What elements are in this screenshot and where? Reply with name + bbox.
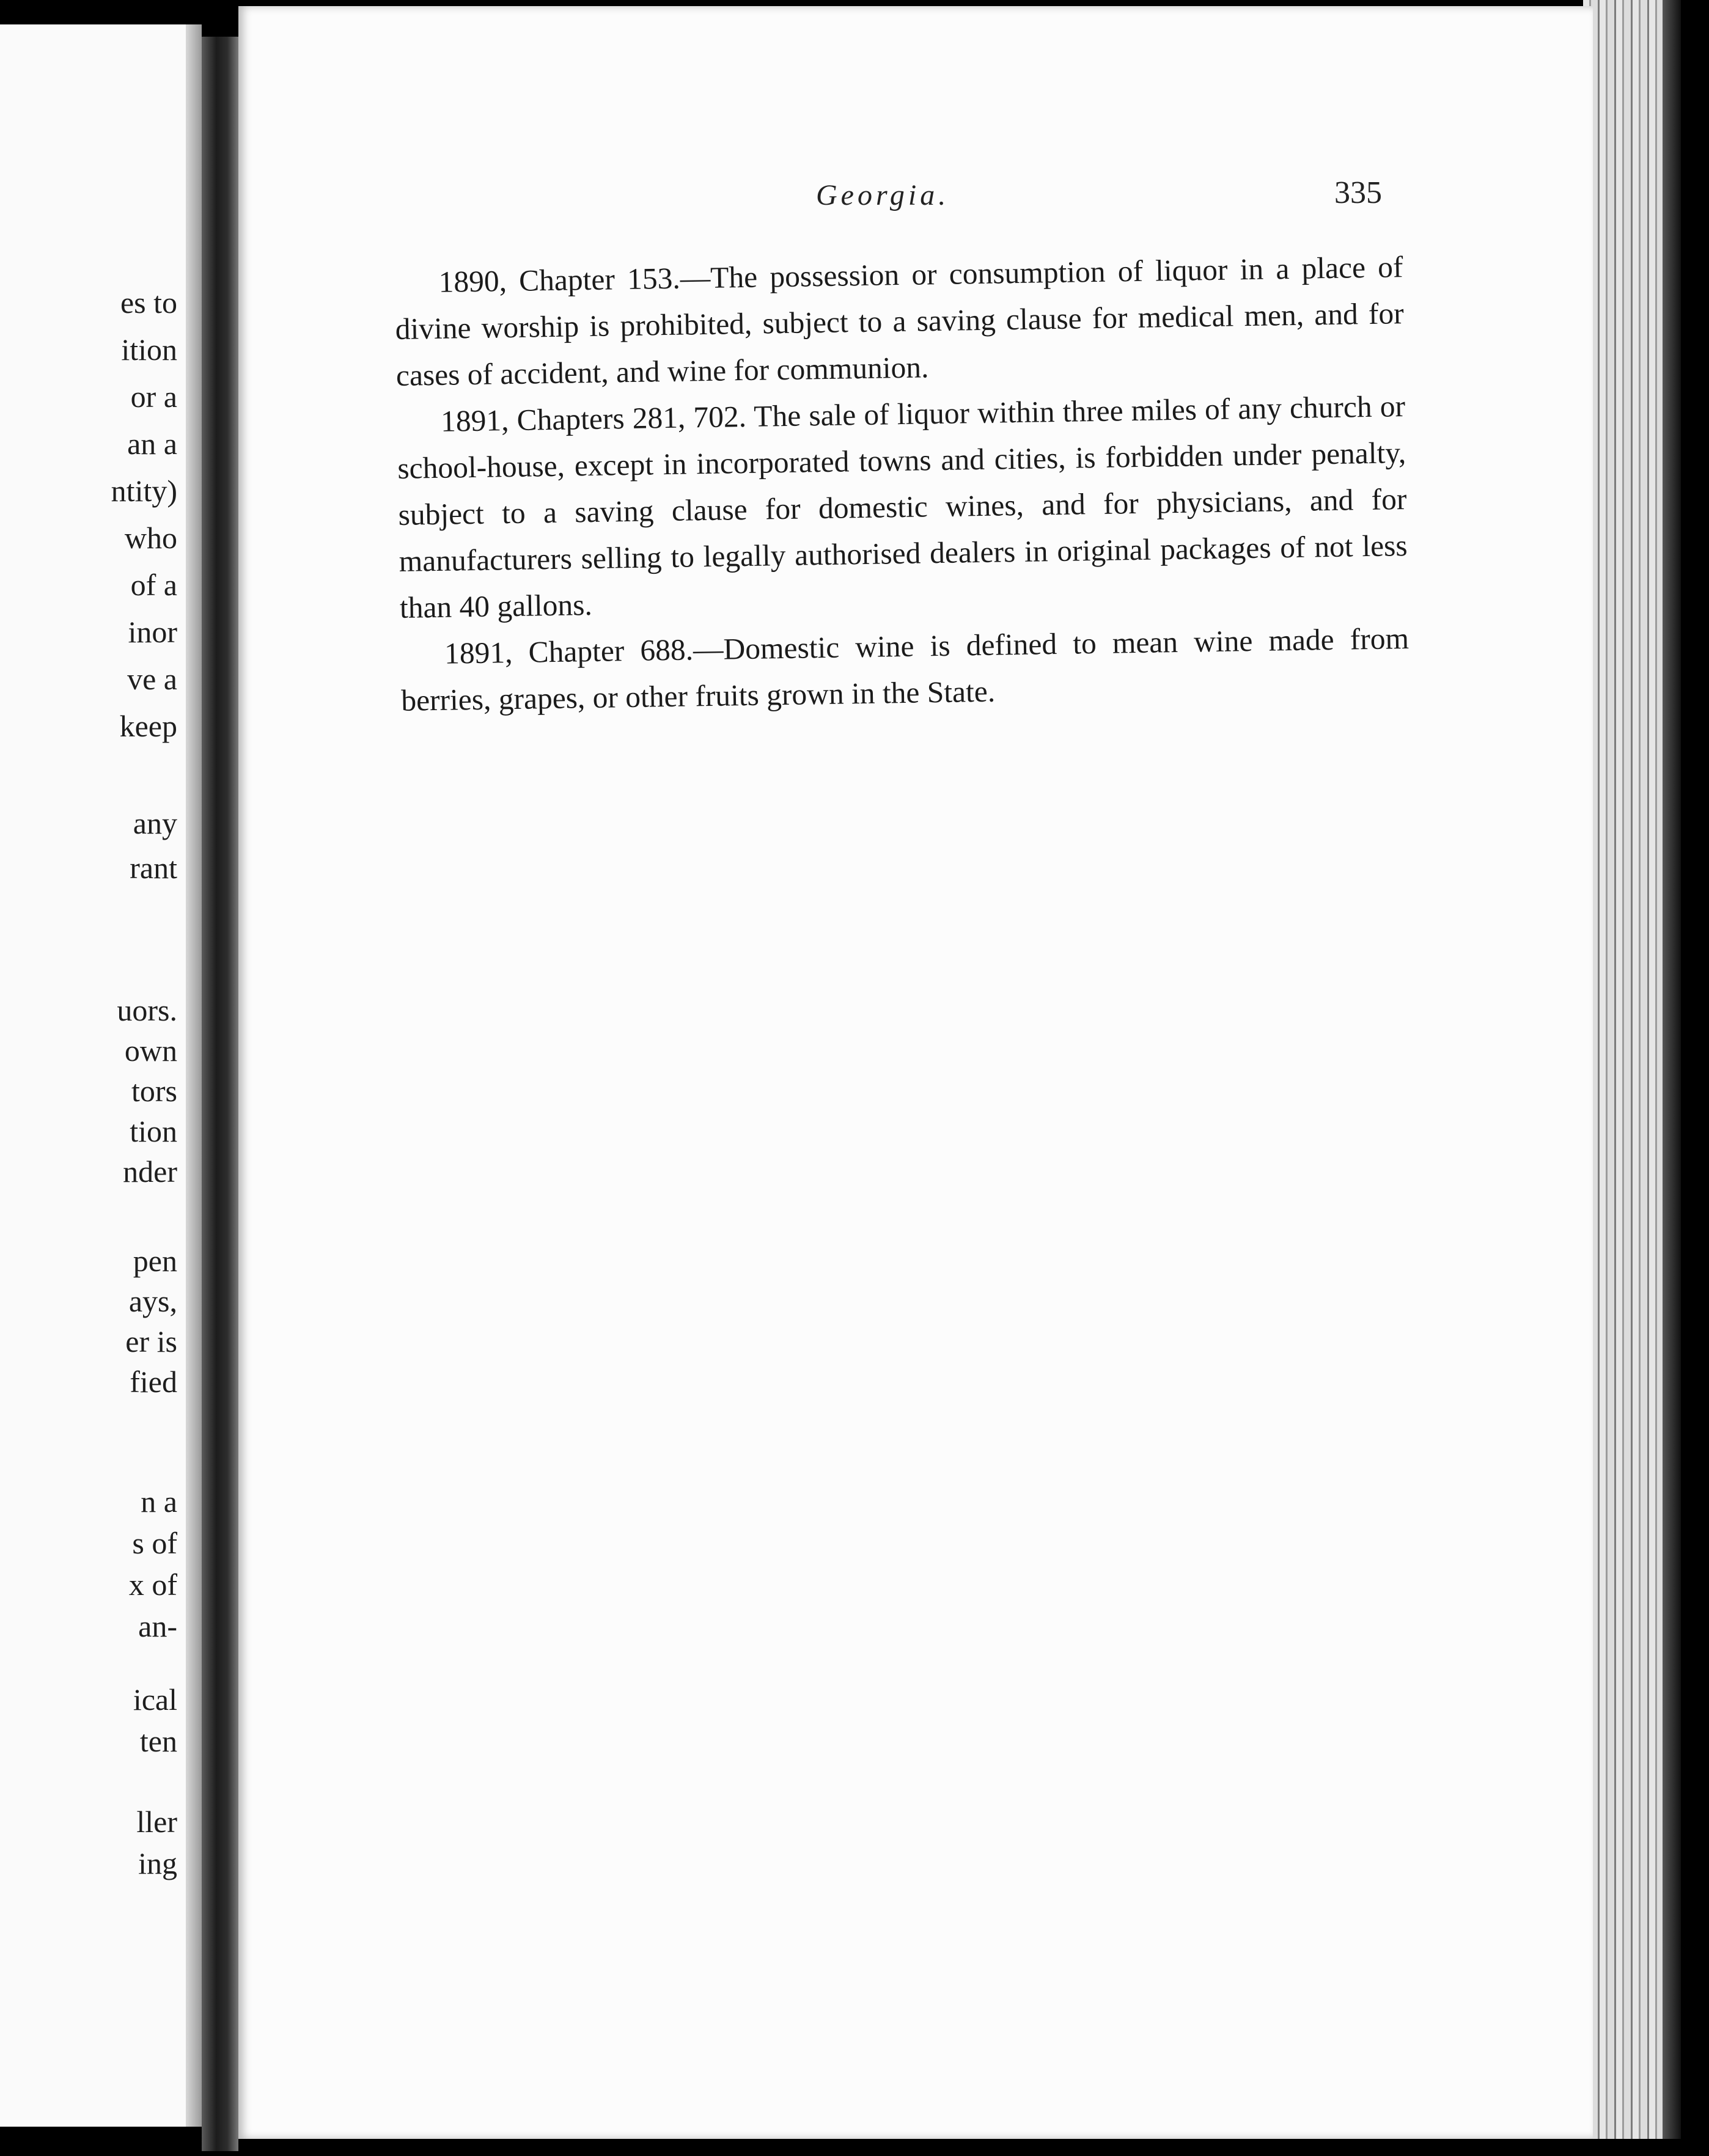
left-line: ical [133, 1682, 177, 1717]
left-line: ing [138, 1846, 177, 1880]
paragraph: 1890, Chapter 153.—The possession or consumption of liquor in a place of divine worship is prohibited, subject to a saving clause for medical men, and for cases of accident, and wine for communion. [395, 250, 1405, 392]
left-line: x of [128, 1568, 177, 1602]
left-line: rant [130, 851, 177, 885]
left-line: uors. [117, 993, 177, 1027]
gutter-shadow [186, 24, 202, 2127]
page-number: 335 [1334, 175, 1382, 210]
left-line: es to [120, 285, 177, 320]
left-line: tors [131, 1074, 177, 1108]
book-spine [202, 37, 238, 2151]
left-line: tion [130, 1114, 177, 1148]
body-text [394, 244, 1410, 724]
left-line: an- [138, 1609, 177, 1643]
page-edges [1583, 0, 1681, 2139]
facing-page [0, 24, 202, 2127]
left-line: ntity) [111, 474, 177, 508]
running-head: Georgia. [816, 179, 950, 211]
left-line: or a [130, 380, 177, 414]
left-line: keep [119, 709, 177, 743]
left-line: ten [139, 1724, 177, 1758]
paragraph: 1891, Chapters 281, 702. The sale of liquor within three miles of any church or school-house, except in incorporated towns and cities, is forbidden under penalty, subject to a saving clause for domestic wines, and for physicians, and for manufacturers selling to legally authorised dealers in original packages of not less than 40 gallons. [397, 389, 1408, 625]
left-line: inor [128, 615, 177, 649]
left-line: ays, [128, 1284, 177, 1318]
left-line: ve a [127, 662, 177, 696]
left-line: ition [121, 332, 177, 367]
left-line: n a [141, 1484, 177, 1519]
left-line: who [124, 521, 177, 555]
left-line: er is [125, 1324, 177, 1358]
left-line: own [124, 1033, 177, 1068]
left-line: any [133, 806, 177, 840]
paragraph: 1891, Chapter 688.—Domestic wine is defined to mean wine made from berries, grapes, or other fruits grown in the State. [400, 622, 1409, 717]
left-line: pen [133, 1244, 177, 1278]
left-line: nder [123, 1154, 177, 1189]
left-line: an a [127, 427, 177, 461]
left-line: ller [136, 1805, 177, 1839]
left-line: fied [130, 1365, 177, 1399]
left-line: of a [130, 568, 177, 602]
left-line: s of [132, 1526, 177, 1560]
